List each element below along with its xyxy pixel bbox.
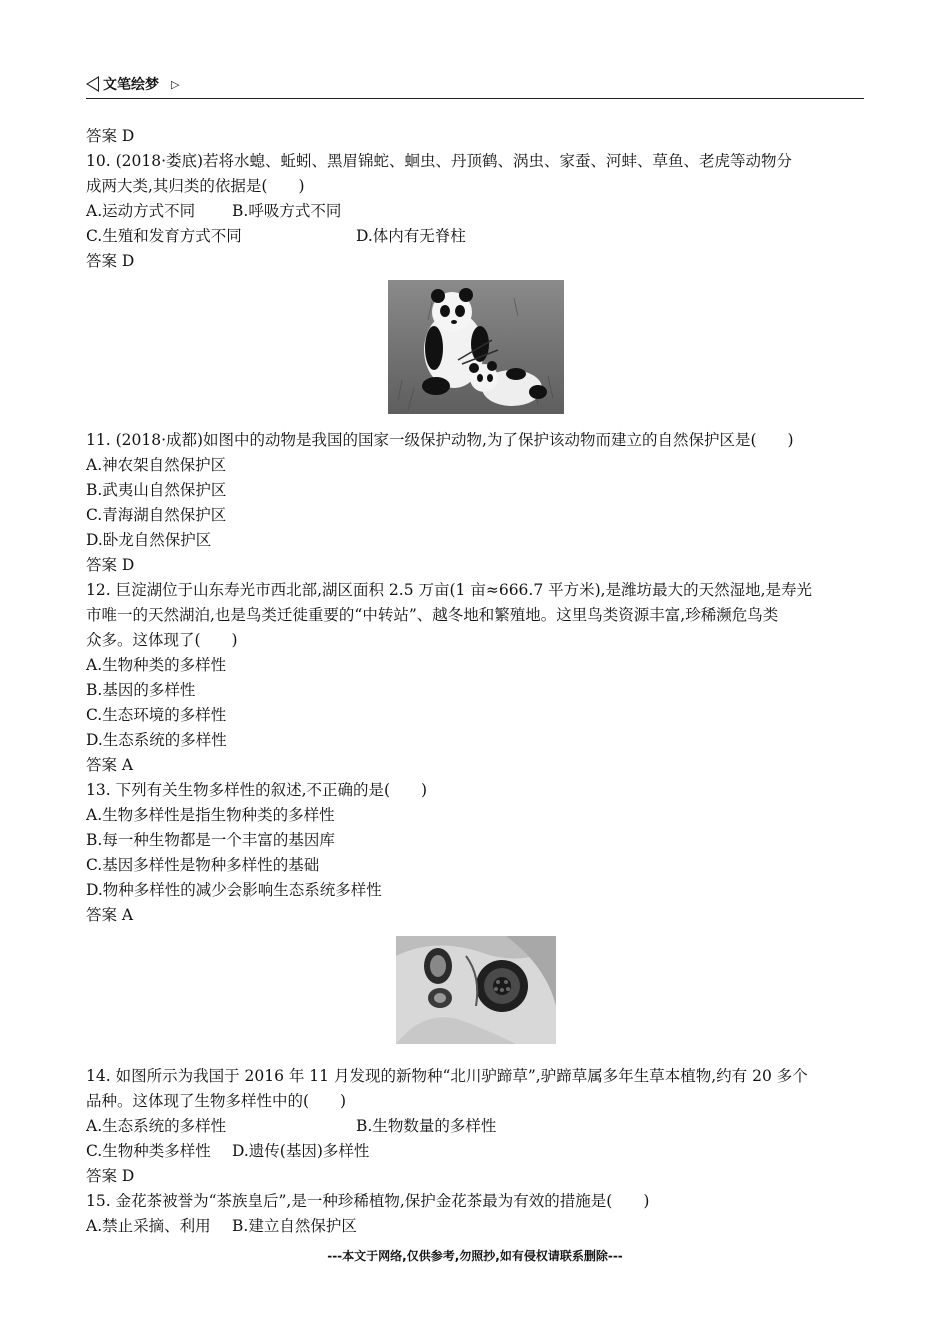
q10-option-b: B.呼吸方式不同 [232,202,342,220]
q11-option-d: D.卧龙自然保护区 [86,531,212,549]
q14-option-a: A.生态系统的多样性 [86,1117,227,1135]
logo-text: 文笔绘梦 [103,77,159,93]
q13-answer: 答案 A [86,906,134,924]
q10-option-c: C.生殖和发育方式不同 [86,227,242,245]
q12-option-a: A.生物种类的多样性 [86,656,227,674]
q10-options-cd [86,224,866,249]
q12-stem-line1: 12. 巨淀湖位于山东寿光市西北部,湖区面积 2.5 万亩(1 亩≈666.7 平方米),是潍坊最大的天然湿地,是寿光 [86,581,813,599]
q14-options-ab [86,1114,866,1139]
header-logo [86,74,179,94]
q14-option-c: C.生物种类多样性 [86,1142,211,1160]
q15-options-ab [86,1214,866,1239]
q10-stem-line2: 成两大类,其归类的依据是( ) [86,177,305,195]
q12-option-c: C.生态环境的多样性 [86,706,227,724]
page-header [86,72,864,99]
left-triangle-icon [86,76,99,92]
q12-stem-line3: 众多。这体现了( ) [86,631,238,649]
right-triangle-icon: ▷ [171,77,180,91]
q13-option-a: A.生物多样性是指生物种类的多样性 [86,806,335,824]
q13-stem: 13. 下列有关生物多样性的叙述,不正确的是( ) [86,781,428,799]
q14-option-d: D.遗传(基因)多样性 [232,1142,370,1160]
q13-option-d: D.物种多样性的减少会影响生态系统多样性 [86,881,382,899]
page-footer: ---本文于网络,仅供参考,勿照抄,如有侵权请联系删除--- [327,1249,623,1263]
q14-stem-line2: 品种。这体现了生物多样性中的( ) [86,1092,347,1110]
q14-option-b: B.生物数量的多样性 [356,1117,497,1135]
plant-figure [86,936,866,1044]
answer-9: 答案 D [86,127,135,145]
q11-option-c: C.青海湖自然保护区 [86,506,227,524]
q14-stem-line1: 14. 如图所示为我国于 2016 年 11 月发现的新物种“北川驴蹄草”,驴蹄草属多年生草本植物,约有 20 多个 [86,1067,808,1085]
q10-stem-line1: 10. (2018·娄底)若将水螅、蚯蚓、黑眉锦蛇、蛔虫、丹顶鹤、涡虫、家蚕、河蚌、草鱼、老虎等动物分 [86,152,793,170]
q13-option-b: B.每一种生物都是一个丰富的基因库 [86,831,335,849]
q12-option-d: D.生态系统的多样性 [86,731,227,749]
q15-stem: 15. 金花茶被誉为“茶族皇后”,是一种珍稀植物,保护金花茶最为有效的措施是( ) [86,1192,650,1210]
plant-photo [396,936,556,1044]
q15-option-b: B.建立自然保护区 [232,1217,357,1235]
q11-option-a: A.神农架自然保护区 [86,456,227,474]
q15-option-a: A.禁止采摘、利用 [86,1217,211,1235]
q12-stem-line2: 市唯一的天然湖泊,也是鸟类迁徙重要的“中转站”、越冬地和繁殖地。这里鸟类资源丰富,珍稀濒危鸟类 [86,606,779,624]
panda-figure [86,280,866,414]
q10-option-d: D.体内有无脊柱 [356,227,466,245]
q11-answer: 答案 D [86,556,135,574]
q10-options-ab [86,199,866,224]
panda-photo [388,280,564,414]
q12-answer: 答案 A [86,756,134,774]
q14-options-cd [86,1139,866,1164]
document-body [86,124,866,1239]
q10-option-a: A.运动方式不同 [86,202,196,220]
q14-answer: 答案 D [86,1167,135,1185]
q11-option-b: B.武夷山自然保护区 [86,481,227,499]
q10-answer: 答案 D [86,252,135,270]
q11-stem: 11. (2018·成都)如图中的动物是我国的国家一级保护动物,为了保护该动物而建立的自然保护区是( ) [86,431,794,449]
q13-option-c: C.基因多样性是物种多样性的基础 [86,856,320,874]
q12-option-b: B.基因的多样性 [86,681,196,699]
